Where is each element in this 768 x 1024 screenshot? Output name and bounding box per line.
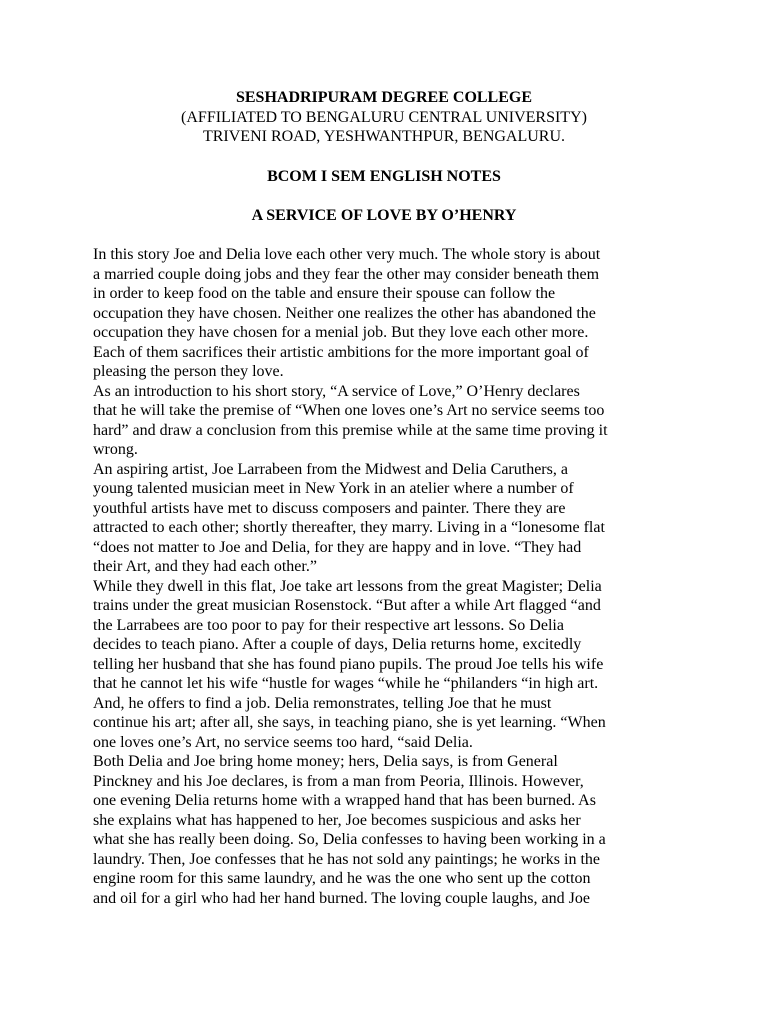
body-text [93, 245, 683, 908]
body-line: hard” and draw a conclusion from this premise while at the same time proving it [93, 421, 608, 439]
body-line: laundry. Then, Joe confesses that he has not sold any paintings; he works in the [93, 850, 601, 868]
address-line: TRIVENI ROAD, YESHWANTHPUR, BENGALURU. [202, 128, 566, 145]
course-title: BCOM I SEM ENGLISH NOTES [267, 168, 501, 185]
affiliation-line: (AFFILIATED TO BENGALURU CENTRAL UNIVERSITY) [181, 108, 587, 126]
body-line: Both Delia and Joe bring home money; hers, Delia says, is from General [93, 753, 558, 770]
college-name: SESHADRIPURAM DEGREE COLLEGE [235, 89, 533, 106]
body-line: trains under the great musician Rosenstock. “But after a while Art flagged “and [93, 597, 601, 614]
body-line: she explains what has happened to her, Joe becomes suspicious and asks her [93, 811, 581, 829]
body-line: telling her husband that she has found piano pupils. The proud Joe tells his wife [93, 655, 604, 673]
story-title: A SERVICE OF LOVE BY O’HENRY [251, 207, 517, 224]
body-line: And, he offers to find a job. Delia remonstrates, telling Joe that he must [93, 694, 552, 712]
body-line: young talented musician meet in New York in an atelier where a number of [93, 480, 574, 497]
body-line: that he cannot let his wife “hustle for wages “while he “philanders “in high art. [93, 675, 599, 692]
body-line: one loves one’s Art, no service seems too hard, “said Delia. [93, 733, 473, 751]
body-line: pleasing the person they love. [93, 363, 284, 380]
body-line: occupation they have chosen. Neither one realizes the other has abandoned the [93, 304, 596, 322]
body-line: continue his art; after all, she says, in teaching piano, she is yet learning. “When [93, 714, 606, 731]
body-line: that he will take the premise of “When one loves one’s Art no service seems too [93, 402, 605, 419]
body-line: “does not matter to Joe and Delia, for they are happy and in love. “They had [93, 538, 582, 556]
body-line: attracted to each other; shortly thereafter, they marry. Living in a “lonesome flat [93, 519, 605, 536]
body-line: and oil for a girl who had her hand burned. The loving couple laughs, and Joe [93, 889, 590, 907]
body-line: youthful artists have met to discuss composers and painter. There they are [93, 499, 566, 517]
body-line: wrong. [93, 441, 138, 458]
body-line: In this story Joe and Delia love each other very much. The whole story is about [93, 246, 601, 263]
college-header [0, 88, 768, 147]
body-line: decides to teach piano. After a couple of days, Delia returns home, excitedly [93, 636, 582, 653]
body-line: in order to keep food on the table and ensure their spouse can follow the [93, 285, 556, 302]
body-line: their Art, and they had each other.” [93, 558, 317, 575]
body-line: occupation they have chosen for a menial job. But they love each other more. [93, 324, 589, 341]
body-line: As an introduction to his short story, “A service of Love,” O’Henry declares [93, 382, 580, 400]
body-line: the Larrabees are too poor to pay for their respective art lessons. So Delia [93, 616, 564, 634]
body-line: An aspiring artist, Joe Larrabeen from the Midwest and Delia Caruthers, a [93, 460, 568, 478]
body-line: engine room for this same laundry, and he was the one who sent up the cotton [93, 870, 591, 887]
body-line: While they dwell in this flat, Joe take art lessons from the great Magister; Delia [93, 577, 602, 595]
body-line: a married couple doing jobs and they fear the other may consider beneath them [93, 265, 600, 283]
body-line: Pinckney and his Joe declares, is from a man from Peoria, Illinois. However, [93, 772, 584, 790]
body-line: one evening Delia returns home with a wrapped hand that has been burned. As [93, 792, 596, 809]
body-line: what she has really been doing. So, Delia confesses to having been working in a [93, 831, 606, 848]
body-line: Each of them sacrifices their artistic ambitions for the more important goal of [93, 343, 589, 361]
